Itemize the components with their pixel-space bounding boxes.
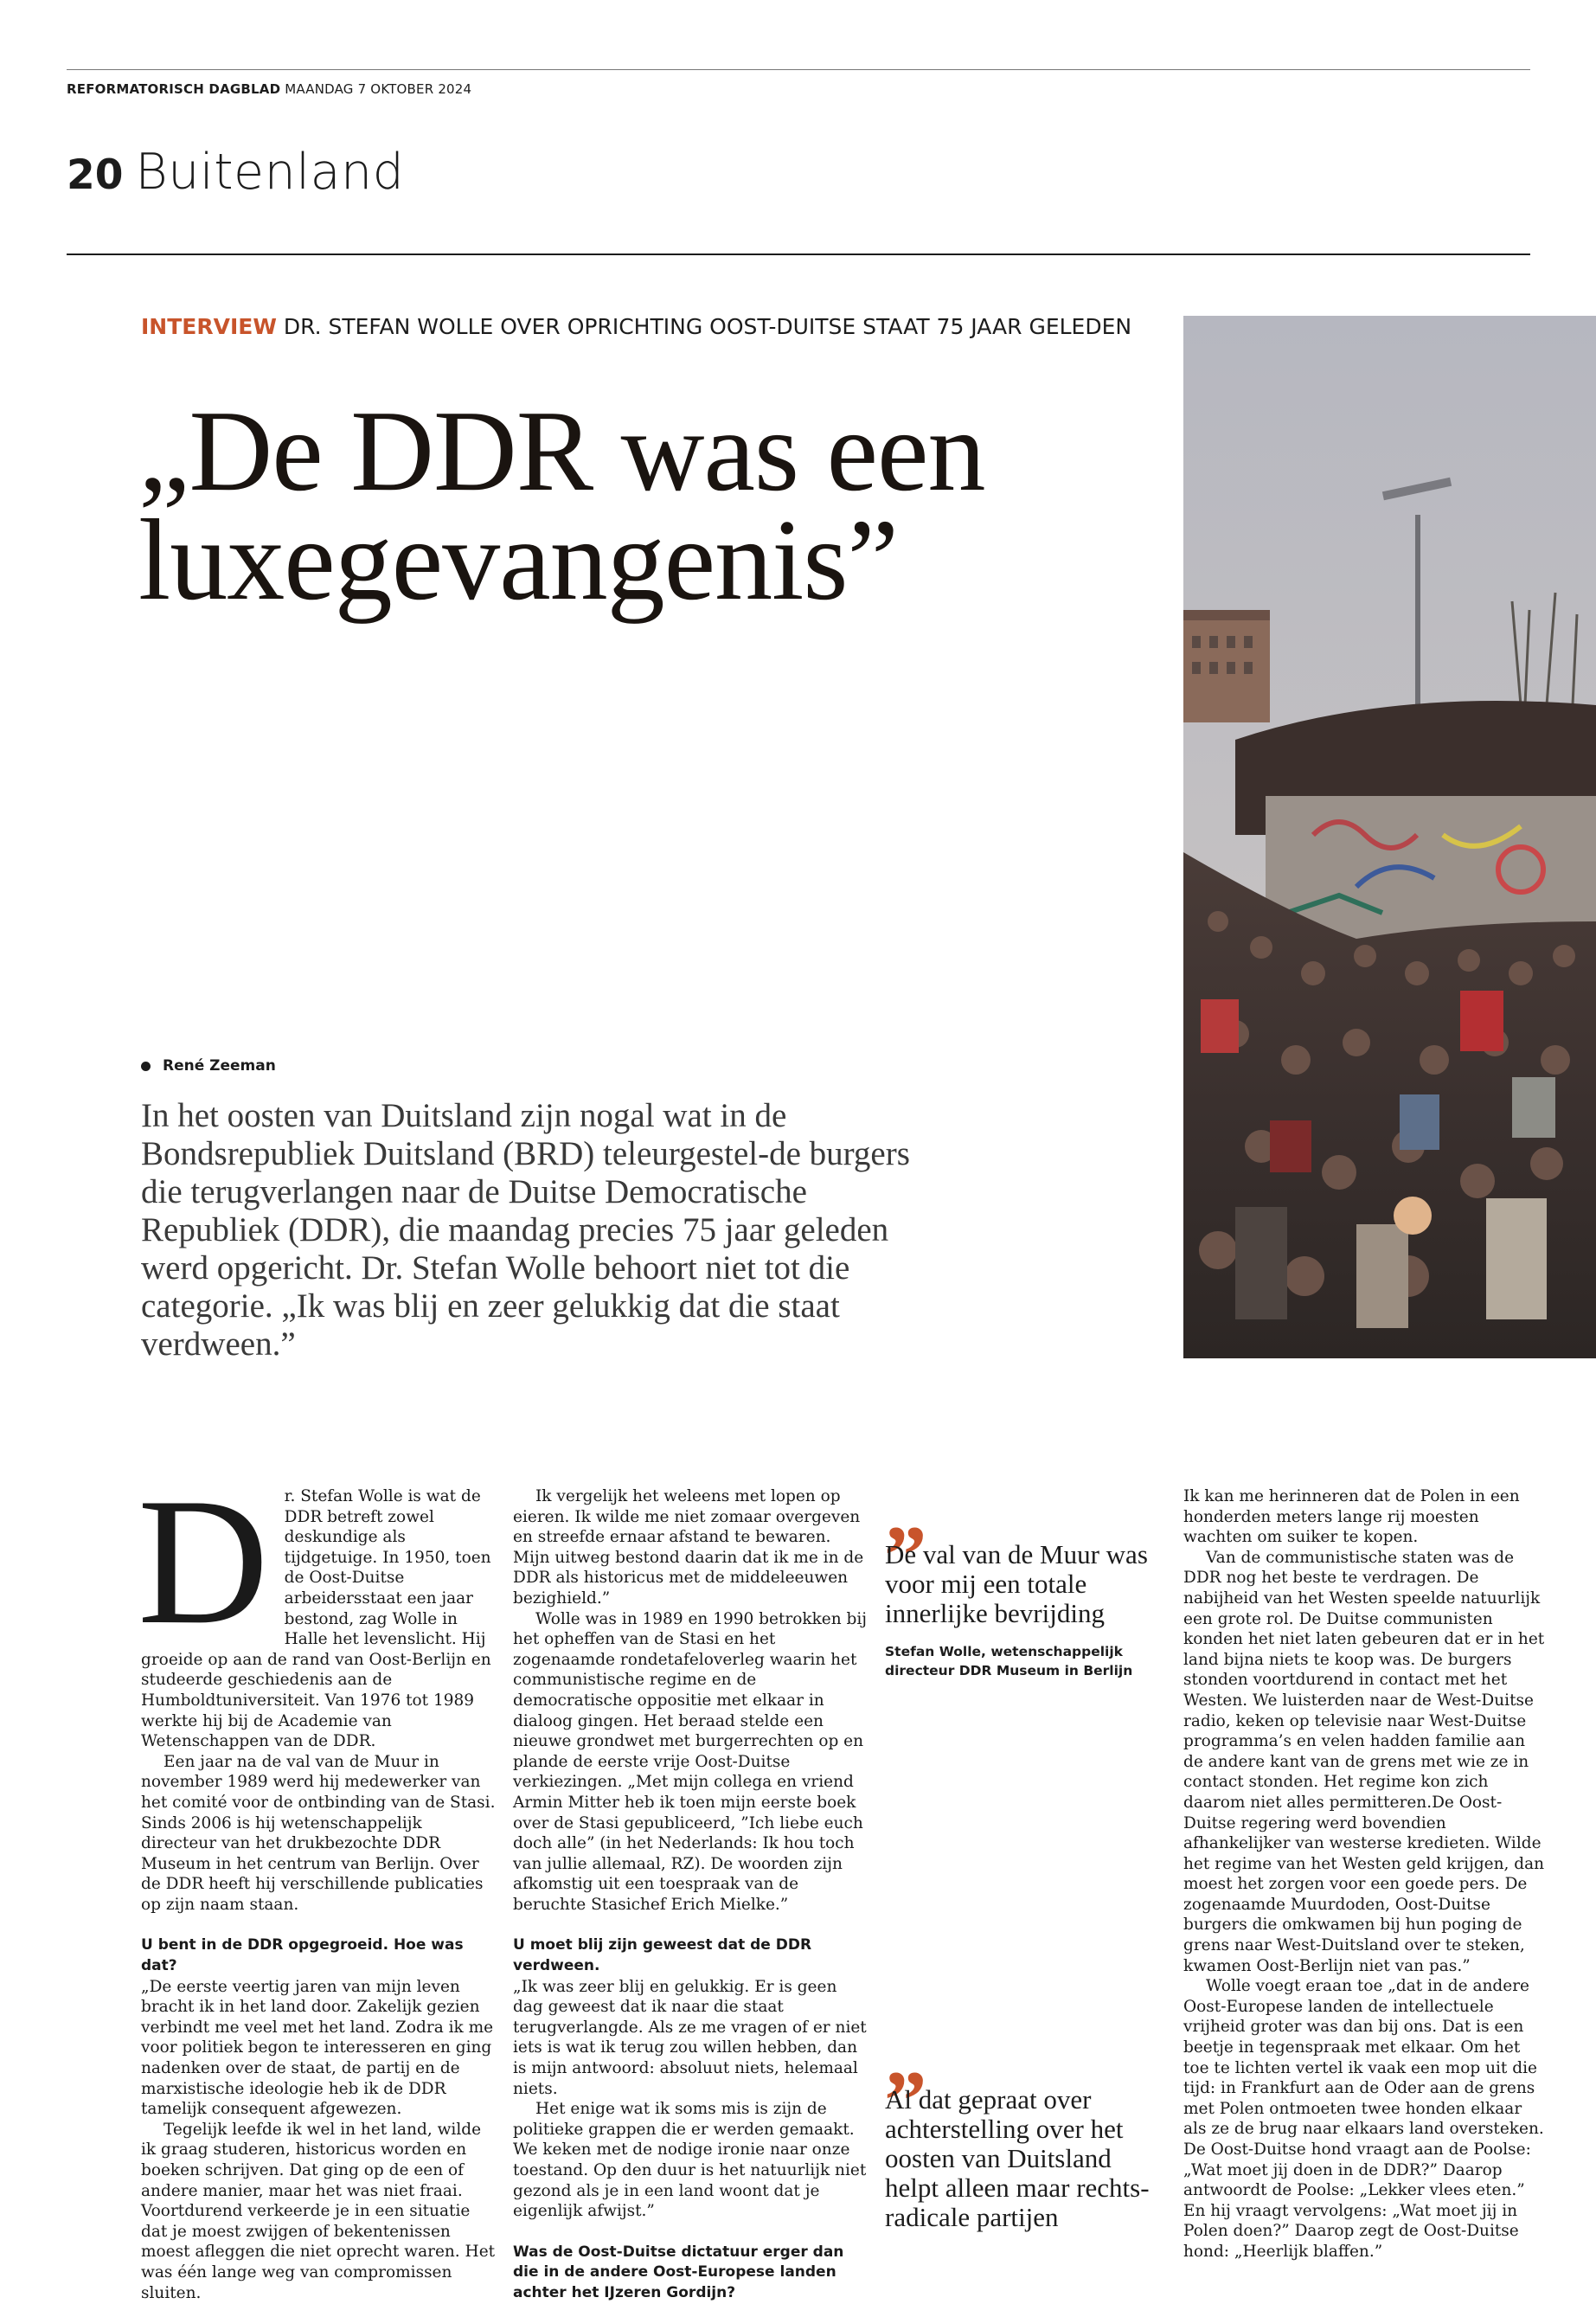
pullquote-attribution: Stefan Wolle, wetenschappelijk directeur DDR Museum in Berlijn (885, 1644, 1133, 1678)
quote-mark-icon: „ (885, 2011, 927, 2104)
paragraph: Wolle was in 1989 en 1990 betrokken bij het opheffen van de Stasi en het zogenaamde rondetafeloverleg waarin het communistische regime en de democratische oppositie met elkaar in dialoog gingen. Het beraad stelde een nieuwe grondwet met burgerrechten op en plande de eerste vrije Oost-Duitse verkiezingen. „Met mijn collega en vriend Armin Mitter heb ik toen mijn eerste boek over de Stasi gepubliceerd, ”Ich liebe euch doch alle” (in het Nederlands: Ik hou toch van jullie allemaal, RZ). De woorden zijn afkomstig uit een toespraak van de beruchte Stasichef Erich Mielke.” (513, 1609, 868, 1914)
body-column-2 (513, 1486, 868, 2304)
headline (138, 387, 1159, 624)
paragraph: „Ik was zeer blij en gelukkig. Er is geen dag geweest dat ik naar die staat terugverlangde. Als ze me vragen of er niet iets is wat ik terug zou willen hebben, dan is mijn antwoord: absoluut niets, helemaal niets. (513, 1977, 867, 2098)
author-name: René Zeeman (163, 1057, 276, 1075)
issue-date: MAANDAG 7 OKTOBER 2024 (285, 81, 472, 97)
section-header (67, 144, 404, 201)
body-column-1 (138, 1461, 496, 2303)
interview-question: U moet blij zijn geweest dat de DDR verdween. (513, 1936, 812, 1975)
page-number: 20 (67, 151, 124, 199)
paragraph: Van de communistische staten was de DDR nog het beste te verdragen. De nabijheid van het Westen speelde natuurlijk een grote rol. De Duitse communisten konden het niet laten gebeuren dat er in het land bijna niets te koop was. De burgers stonden voortdurend in contact met het Westen. We luisterden naar de West-Duitse radio, keken op televisie naar West-Duitse programma’s en velen hadden familie aan de andere kant van de grens met wie ze in contact stonden. Het regime kon zich daarom niet alles permitteren.De Oost-Duitse regering werd bovendien afhankelijker van westerse kredieten. Wilde het regime van het Westen geld krijgen, dan moest het zorgen voor een goede pers. De zogenaamde Muurdoden, Oost-Duitse burgers die omkwamen bij hun poging de grens naar West-Duitsland over te steken, kwamen Oost-Berlijn niet van pas.” (1183, 1548, 1545, 1975)
paragraph: Wolle voegt eraan toe „dat in de andere Oost-Europese landen de intellectuele vrijheid groter was dan bij ons. Dat is een beetje in tegenspraak met elkaar. Om het toe te lichten vertel ik vaak een mop uit die tijd: in Frankfurt aan de Oder aan de grens met Polen ontmoeten twee honden elkaar als ze de brug naar elkaars land oversteken. De Oost-Duitse hond vraagt aan de Poolse: „Wat moet jij doen in de DDR?” Daarop antwoordt de Poolse: „Lekker vlees eten.” En hij vraagt vervolgens: „Wat moet jij in Polen doen?” Daarop zegt de Oost-Duitse hond: „Heerlijk blaffen.” (1183, 1977, 1544, 2261)
paragraph: r. Stefan Wolle is wat de DDR betreft zowel deskundige als tijdgetuige. In 1950, toen de Oost-Duitse arbeidersstaat een jaar bestond, zag Wolle in Halle het levenslicht. Hij groeide op aan de rand van Oost-Berlijn en studeerde geschiedenis aan de Humboldtuniversiteit. Van 1976 tot 1989 werkte hij bij de Academie van Wetenschappen van de DDR. (141, 1487, 491, 1751)
section-rule (67, 254, 1530, 255)
kicker-label: INTERVIEW (141, 314, 277, 339)
paragraph: Ik kan me herinneren dat de Polen in een honderden meters lange rij moesten wachten om suiker te kopen. (1183, 1487, 1520, 1547)
kicker-text: DR. STEFAN WOLLE OVER OPRICHTING OOST-DUITSE STAAT 75 JAAR GELEDEN (283, 314, 1132, 339)
lead-paragraph: In het oosten van Duitsland zijn nogal wat in de Bondsrepubliek Duitsland (BRD) teleurgestel-de burgers die terugverlangen naar de Duitse Democratische Republiek (DDR), die maandag precies 75 jaar geleden werd opgericht. Dr. Stefan Wolle behoort niet tot die categorie. „Ik was blij en zeer gelukkig dat die staat verdween.” (141, 1097, 910, 1363)
paragraph: Tegelijk leefde ik wel in het land, wilde ik graag studeren, historicus worden en boeken schrijven. Dat ging op de een of andere manier, maar het was niet fraai. Voortdurend verkeerde je in een situatie dat je moest zwijgen of bekentenissen moest afleggen die niet oprecht waren. Het was één lange weg van compromissen sluiten. (141, 2120, 496, 2302)
quote-mark-icon: „ (885, 1466, 927, 1559)
berlin-wall-crowd-photo (1183, 316, 1596, 1358)
body-column-4 (1183, 1486, 1548, 2262)
drop-cap: D (138, 1461, 269, 1662)
section-name: Buitenland (135, 144, 405, 201)
headline-line-1: „De DDR was een (138, 387, 985, 515)
headline-line-2: luxegevangenis” (138, 496, 898, 624)
top-rule (67, 69, 1530, 70)
paragraph: Het enige wat ik soms mis is zijn de politieke grappen die er werden gemaakt. We keken met de nodige ironie naar onze toestand. Op den duur is het natuurlijk niet gezond als je in een land woont dat je eigenlijk afwijst.” (513, 2100, 867, 2221)
paragraph: Ik vergelijk het weleens met lopen op eieren. Ik wilde me niet zomaar overgeven en streefde ernaar afstand te bewaren. Mijn uitweg bestond daarin dat ik me in de DDR als historicus met de middeleeuwen bezighield.” (513, 1487, 864, 1608)
interview-question: U bent in de DDR opgegroeid. Hoe was dat? (141, 1936, 464, 1975)
pullquote-2 (885, 2011, 1169, 2232)
byline-bullet (141, 1062, 151, 1071)
pullquote-1 (885, 1466, 1169, 1680)
paragraph: Een jaar na de val van de Muur in november 1989 werd hij medewerker van het comité voor de ontbinding van de Stasi. Sinds 2006 is hij wetenschappelijk directeur van het drukbezochte DDR Museum in het centrum van Berlijn. Over de DDR heeft hij verschillende publicaties op zijn naam staan. (141, 1752, 496, 1914)
pullquote-text: Al dat gepraat over achterstelling over het oosten van Duitsland helpt alleen maar rechts-radicale partijen (885, 2084, 1150, 2232)
publication-name: REFORMATORISCH DAGBLAD (67, 81, 281, 97)
kicker (141, 314, 1131, 339)
pullquote-text: De val van de Muur was voor mij een totale innerlijke bevrijding (885, 1539, 1148, 1628)
byline (141, 1057, 276, 1075)
masthead (67, 81, 471, 97)
interview-question: Was de Oost-Duitse dictatuur erger dan die in de andere Oost-Europese landen achter het IJzeren Gordijn? (513, 2243, 844, 2301)
paragraph: „De eerste veertig jaren van mijn leven bracht ik in het land door. Zakelijk gezien verbindt me veel met het land. Zodra ik me voor politiek begon te interesseren en ging nadenken over de staat, de partij en de marxistische ideologie heb ik de DDR tamelijk consequent afgewezen. (141, 1977, 494, 2119)
